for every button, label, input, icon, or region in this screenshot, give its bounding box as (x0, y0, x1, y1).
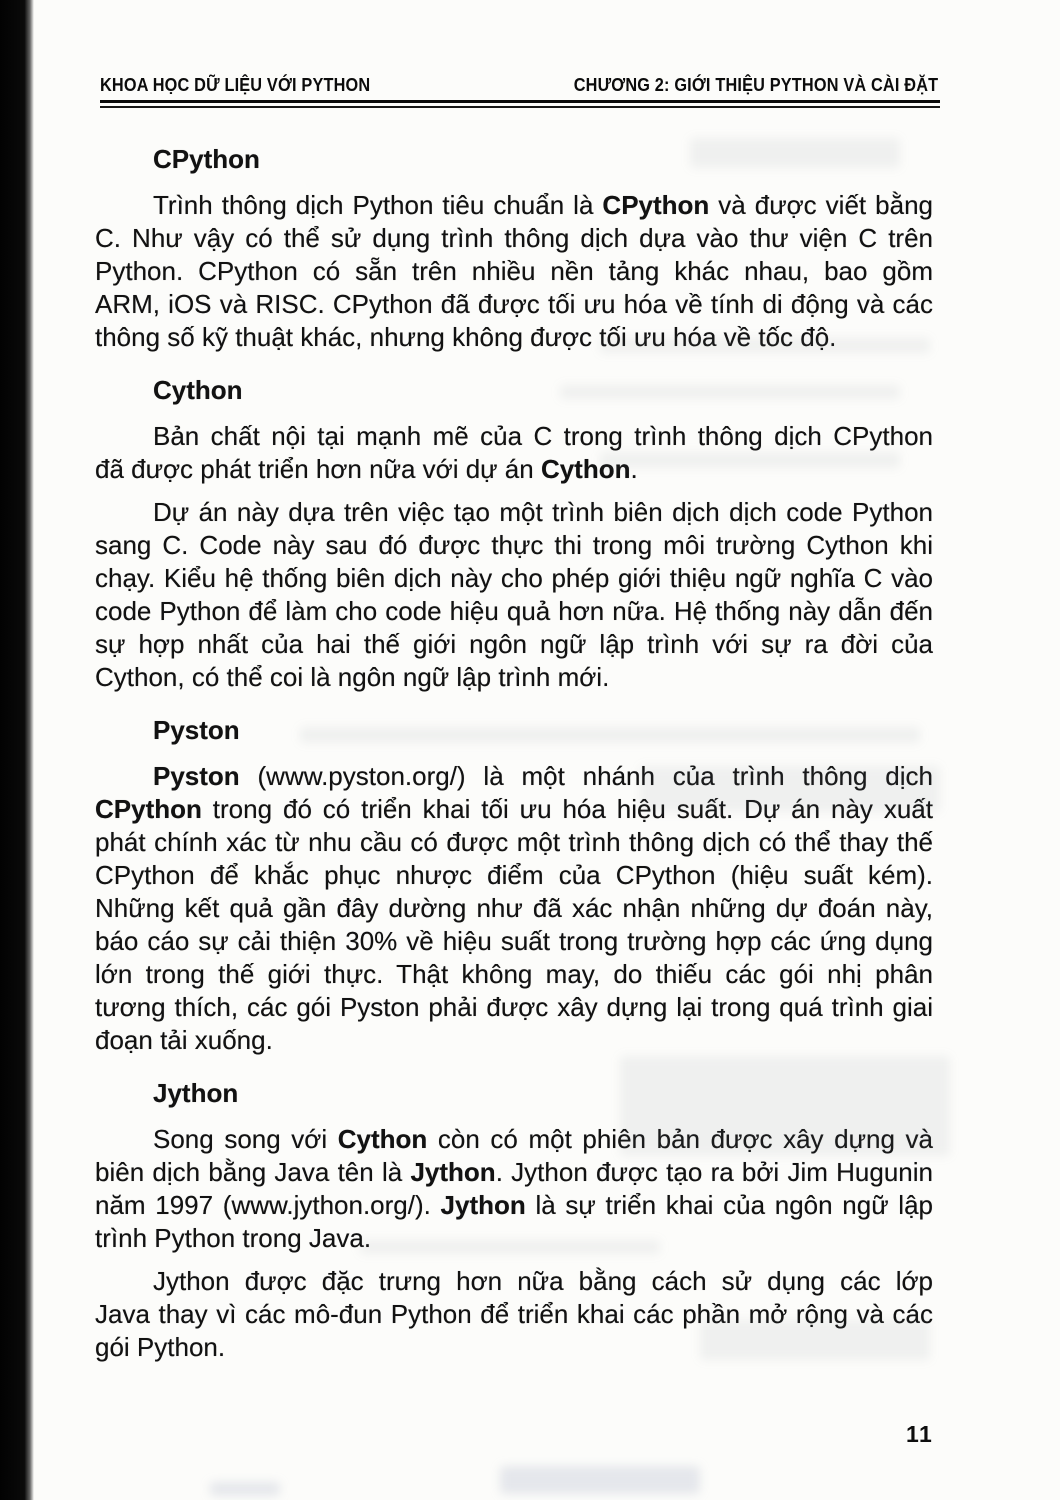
text-segment: còn có một phiên bản được xây dựng và (427, 1124, 933, 1154)
text-line (95, 1222, 933, 1255)
text-segment: trình Python trong Java. (95, 1223, 372, 1253)
text-segment: phát chính xác từ nhu cầu có được một trình thông dịch có thể thay thế (95, 827, 933, 857)
section-heading: Pyston (153, 715, 240, 745)
text-segment: sang C. Code này sau đó được thực thi trong môi trường Cython khi (95, 530, 933, 560)
text-line (95, 288, 933, 321)
text-line (95, 321, 933, 354)
text-line (95, 760, 933, 793)
paragraph (95, 1265, 933, 1364)
text-segment: năm 1997 (www.jython.org/). (95, 1190, 441, 1220)
text-line (95, 1298, 933, 1331)
text-segment: . (630, 454, 638, 484)
bold-term: Cython (337, 1124, 428, 1154)
text-segment: báo cáo sự cải thiện 30% về hiệu suất trong trường hợp các ứng dụng (95, 926, 933, 956)
text-line (95, 1123, 933, 1156)
text-line (95, 859, 933, 892)
text-segment: C. Như vậy có thể sử dụng trình thông dịch dựa vào thư viện C trên (95, 223, 933, 253)
text-line (95, 1265, 933, 1298)
paragraph (95, 760, 933, 1057)
scan-smudge (210, 1482, 280, 1496)
text-segment: Song song với (153, 1124, 338, 1154)
section-heading: Jython (153, 1078, 239, 1108)
text-line (95, 562, 933, 595)
text-line (95, 826, 933, 859)
text-segment: Bản chất nội tại mạnh mẽ của C trong trình thông dịch CPython (153, 421, 933, 451)
paragraph (95, 189, 933, 354)
text-line (95, 661, 933, 694)
text-segment: Python. CPython có sẵn trên nhiều nền tảng khác nhau, bao gồm (95, 256, 933, 286)
bold-term: Pyston (153, 761, 240, 791)
text-line (95, 453, 933, 486)
paragraph (95, 496, 933, 694)
text-segment: CPython để khắc phục nhược điểm của CPython (hiệu suất kém). (95, 860, 933, 890)
text-line (95, 1024, 933, 1057)
text-line (95, 595, 933, 628)
header-left-title: KHOA HỌC DỮ LIỆU VỚI PYTHON (100, 74, 371, 95)
text-line (95, 255, 933, 288)
bold-term: Jython (410, 1157, 496, 1187)
text-line (95, 1189, 933, 1222)
text-segment: chạy. Kiểu hệ thống biên dịch này cho phép giới thiệu ngữ nghĩa C vào (95, 563, 933, 593)
text-segment: sự hợp nhất của hai thế giới ngôn ngữ lập trình với sự ra đời của (95, 629, 933, 659)
page-body-text (95, 0, 933, 1364)
text-line (95, 1156, 933, 1189)
text-segment: lớn trong thế giới thực. Thật không may, do thiếu các gói nhị phân (95, 959, 933, 989)
bold-term: CPython (602, 190, 710, 220)
book-spine-shadow (0, 0, 34, 1500)
text-line (95, 496, 933, 529)
text-line (95, 793, 933, 826)
text-line (95, 628, 933, 661)
text-segment: Java thay vì các mô-đun Python để triển khai các phần mở rộng và các (95, 1299, 933, 1329)
text-segment: đoạn tải xuống. (95, 1025, 273, 1055)
text-line (95, 958, 933, 991)
bold-term: Jython (440, 1190, 526, 1220)
text-line (95, 925, 933, 958)
text-segment: gói Python. (95, 1332, 226, 1362)
text-segment: thông số kỹ thuật khác, nhưng không được tối ưu hóa về tốc độ. (95, 322, 837, 352)
bold-term: Cython (540, 454, 631, 484)
scan-smudge (500, 1466, 700, 1494)
page-number: 11 (906, 1421, 934, 1447)
text-line (95, 420, 933, 453)
paragraph (95, 1123, 933, 1255)
bold-term: CPython (95, 794, 202, 824)
text-segment: (www.pyston.org/) là một nhánh của trình thông dịch (239, 761, 933, 791)
text-line (95, 222, 933, 255)
text-segment: trong đó có triển khai tối ưu hóa hiệu suất. Dự án này xuất (201, 794, 933, 824)
section-heading: Cython (153, 375, 243, 405)
text-line (95, 189, 933, 222)
text-segment: và được viết bằng (709, 190, 933, 220)
section-heading: CPython (153, 144, 260, 174)
text-segment: đã được phát triển hơn nữa với dự án (95, 454, 541, 484)
text-segment: ARM, iOS và RISC. CPython đã được tối ưu hóa về tính di động và các (95, 289, 933, 319)
text-segment: Trình thông dịch Python tiêu chuẩn là (153, 190, 603, 220)
text-segment: Cython, có thể coi là ngôn ngữ lập trình mới. (95, 662, 610, 692)
header-right-chapter: CHƯƠNG 2: GIỚI THIỆU PYTHON VÀ CÀI ĐẶT (573, 74, 938, 95)
text-segment: là sự triển khai của ngôn ngữ lập (525, 1190, 933, 1220)
text-segment: Jython được đặc trưng hơn nữa bằng cách sử dụng các lớp (153, 1266, 933, 1296)
text-segment: tương thích, các gói Pyston phải được xây dựng lại trong quá trình giai (95, 992, 933, 1022)
text-line (95, 529, 933, 562)
paragraph (95, 420, 933, 486)
text-line (95, 892, 933, 925)
text-line (95, 991, 933, 1024)
text-segment: . Jython được tạo ra bởi Jim Hugunin (495, 1157, 933, 1187)
text-segment: code Python để làm cho code hiệu quả hơn nữa. Hệ thống này dẫn đến (95, 596, 933, 626)
text-segment: biên dịch bằng Java tên là (95, 1157, 411, 1187)
text-line (95, 1331, 933, 1364)
text-segment: Dự án này dựa trên việc tạo một trình biên dịch dịch code Python (153, 497, 933, 527)
text-segment: Những kết quả gần đây dường như đã xác nhận những dự đoán này, (95, 893, 933, 923)
